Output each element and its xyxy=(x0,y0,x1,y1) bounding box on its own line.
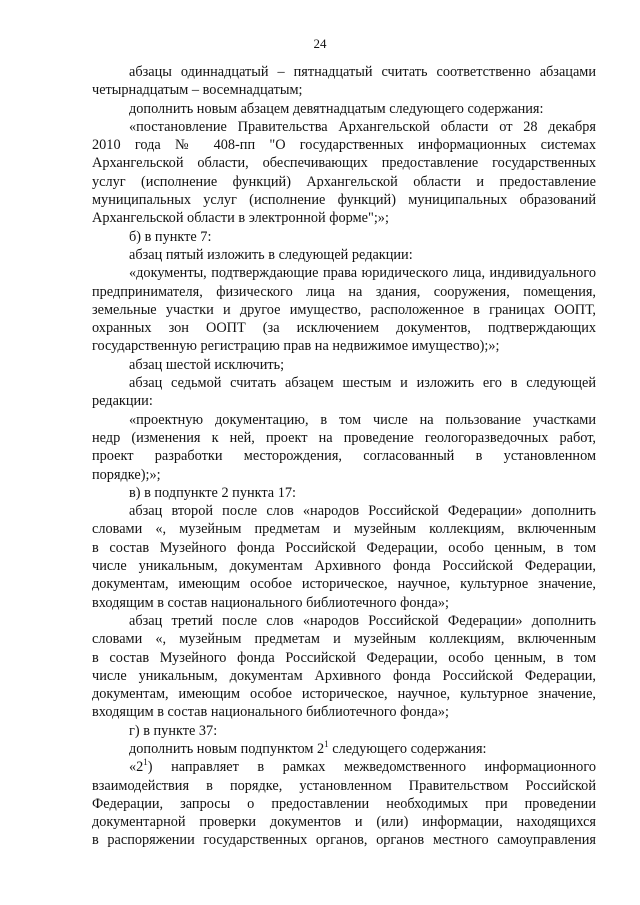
text-line: документам, имеющим особое историческое, научное, культурное значение, xyxy=(92,686,596,703)
text-line: числе уникальным, документам Архивного фонда Российской Федерации, xyxy=(92,667,596,684)
text-line: в состав Музейного фонда Российской Федерации, особо ценным, в том xyxy=(92,539,596,556)
text-line: г) в пункте 37: xyxy=(129,722,218,739)
text-line-part: «2 xyxy=(129,759,144,776)
text-line: б) в пункте 7: xyxy=(129,228,212,245)
text-line: муниципальных услуг (исполнение функций) муниципальных образований xyxy=(92,192,596,209)
text-line: входящим в состав национального библиотечного фонда»; xyxy=(92,704,449,721)
text-line: 2010 года № 408-пп "О государственных информационных системах xyxy=(92,137,596,154)
text-line: порядке);»; xyxy=(92,466,161,483)
text-line: документарной проверки документов и (или) информации, находящихся xyxy=(92,814,596,831)
superscript: 1 xyxy=(324,738,329,749)
text-line: Архангельской области, обеспечивающих предоставление государственных xyxy=(92,155,596,172)
text-line: в состав Музейного фонда Российской Федерации, особо ценным, в том xyxy=(92,649,596,666)
text-line: услуг (исполнение функций) Архангельской области и предоставление xyxy=(92,173,596,190)
text-line: «проектную документацию, в том числе на пользование участками xyxy=(129,411,596,428)
text-line: предпринимателя, физического лица на здания, сооружения, помещения, xyxy=(92,283,596,300)
text-line: словами «, музейным предметам и музейным коллекциям, включенным xyxy=(92,521,596,538)
text-line: абзац второй после слов «народов Российской Федерации» дополнить xyxy=(129,503,596,520)
text-line: Федерации, запросы о предоставлении необходимых при проведении xyxy=(92,795,596,812)
text-line: входящим в состав национального библиотечного фонда»; xyxy=(92,594,449,611)
text-line: абзацы одиннадцатый – пятнадцатый считать соответственно абзацами xyxy=(129,64,596,80)
text-line: абзац третий после слов «народов Российской Федерации» дополнить xyxy=(129,612,596,629)
page-number: 24 xyxy=(313,36,327,51)
text-line-part: ) направляет в рамках межведомственного информационного xyxy=(147,759,596,776)
text-line: документам, имеющим особое историческое, научное, культурное значение, xyxy=(92,576,596,593)
text-line: «документы, подтверждающие права юридического лица, индивидуального xyxy=(129,265,596,282)
text-line: земельные участки и другое имущество, расположенное в границах ООПТ, xyxy=(92,301,596,318)
text-line: абзац шестой исключить; xyxy=(129,356,285,373)
text-line: абзац седьмой считать абзацем шестым и изложить его в следующей xyxy=(129,375,596,392)
text-line: абзац пятый изложить в следующей редакции: xyxy=(129,246,413,263)
text-line: «постановление Правительства Архангельской области от 28 декабря xyxy=(129,118,596,135)
text-line xyxy=(92,740,596,758)
text-line: числе уникальным, документам Архивного фонда Российской Федерации, xyxy=(92,558,596,575)
text-line: в распоряжении государственных органов, органов местного самоуправления xyxy=(92,832,596,849)
superscript: 1 xyxy=(143,757,148,768)
text-line: четырнадцатым – восемнадцатым; xyxy=(92,82,303,99)
text-line: Архангельской области в электронной форме";»; xyxy=(92,210,389,227)
text-line: проект разработки месторождения, согласованный в установленном xyxy=(92,448,596,465)
text-line: редакции: xyxy=(92,393,153,410)
text-line xyxy=(92,758,596,776)
text-line-part: следующего содержания: xyxy=(328,740,487,757)
document-body xyxy=(92,63,596,850)
text-line-part: дополнить новым подпунктом 2 xyxy=(129,740,325,757)
text-line: взаимодействия в порядке, установленном Правительством Российской xyxy=(92,777,596,794)
text-line: охранных зон ООПТ (за исключением документов, подтверждающих xyxy=(92,320,596,337)
text-line: в) в подпункте 2 пункта 17: xyxy=(129,484,296,501)
text-line: словами «, музейным предметам и музейным коллекциям, включенным xyxy=(92,631,596,648)
text-line: дополнить новым абзацем девятнадцатым следующего содержания: xyxy=(129,100,544,117)
text-line: недр (изменения к ней, проект на проведение геологоразведочных работ, xyxy=(92,429,596,446)
text-line: государственную регистрацию прав на недвижимое имущество);»; xyxy=(92,338,500,355)
